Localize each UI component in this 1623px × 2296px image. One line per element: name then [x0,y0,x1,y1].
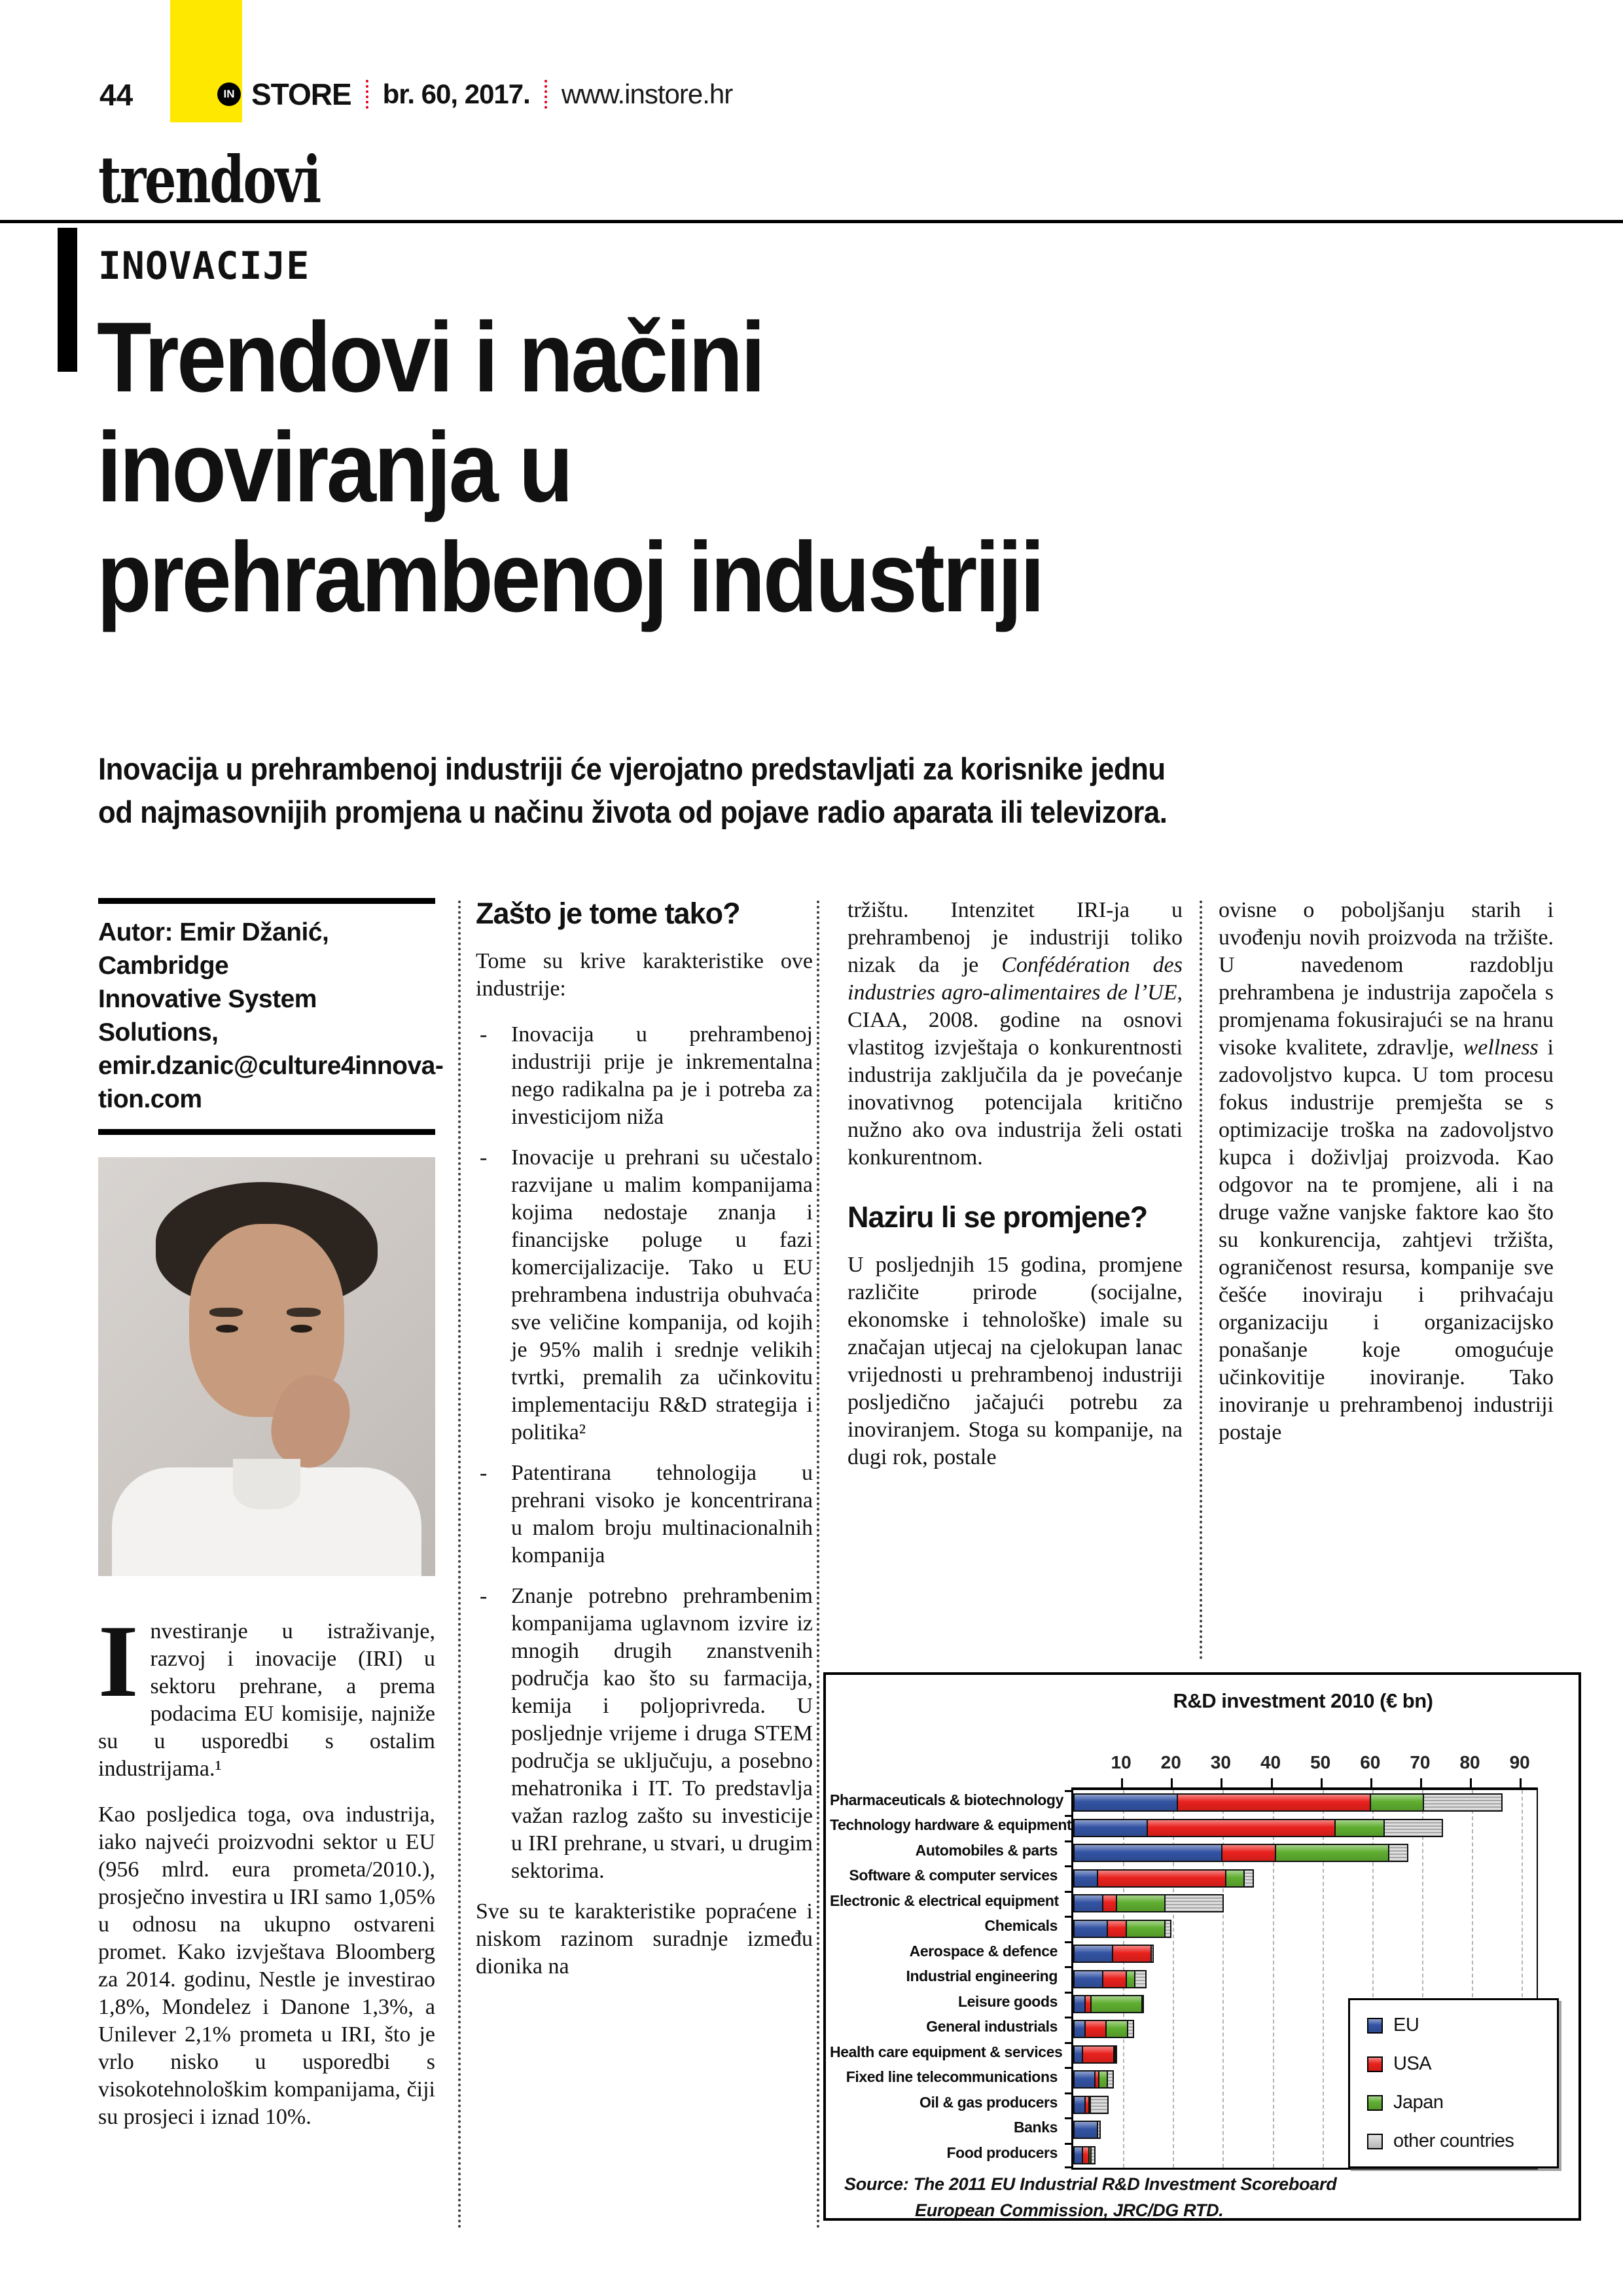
bar-segment-eu [1073,1869,1098,1888]
author-line: Autor: Emir Džanić, Cambridge [98,918,329,980]
chart-bar [1073,1920,1537,1938]
chart-category-label: Technology hardware & equipment [830,1816,1072,1834]
axis-tick-label: 70 [1410,1752,1431,1772]
axis-tick-mark [1065,1865,1071,1867]
axis-tick-mark [1065,1891,1071,1893]
bar-segment-usa [1102,1894,1117,1912]
column-4-text [1219,897,1554,1446]
chart-source-line: European Commission, JRC/DG RTD. [915,2200,1224,2220]
bar-segment-other-countries [1164,1920,1171,1938]
bar-segment-japan [1090,1995,1143,2013]
bar-segment-eu [1073,1970,1103,1988]
bar-segment-japan [1225,1869,1245,1888]
axis-tick-mark [1065,1840,1071,1842]
author-line: tion.com [98,1085,202,1113]
instore-logo-icon: IN [217,82,241,106]
kicker-bar [58,228,77,372]
legend-label: EU [1393,2015,1419,2036]
chart-title: R&D investment 2010 (€ bn) [1173,1689,1433,1712]
bar-segment-japan [1126,1920,1166,1938]
paragraph: Kao posljedica toga, ova industrija, iako najveći proizvodni sektor u EU (956 mlrd. eura prometa/2010.), prosječno investira u IRI samo 1,05% u odnosu na ukupno ostvareni promet. Kako izvještava Bloomberg za 2014. godinu, Nestle je investirao 1,8%, Mondelez i Danone 1,3%, a Unilever 2,1% prometa u IRI, što je vrlo nisko u usporedbi s visokotehnološkim kompanijama, čiji su prosjeci i iznad 10%. [98,1803,435,2129]
kicker-label: INOVACIJE [98,243,310,288]
axis-tick-mark [1065,1916,1071,1918]
axis-tick-mark [1420,1778,1422,1787]
axis-tick-label: 10 [1111,1752,1132,1772]
author-box [98,898,444,1135]
column-2-text [476,897,813,1981]
article-body [0,897,1623,2271]
axis-tick-label: 80 [1459,1752,1480,1772]
bar-segment-other-countries [1107,2070,1114,2089]
axis-tick-mark [1065,2117,1071,2119]
axis-tick-mark [1065,1790,1071,1792]
bar-segment-other-countries [1243,1869,1253,1888]
bar-segment-eu [1073,2121,1098,2139]
column-heading: Zašto je tome tako? [476,897,740,930]
bar-segment-eu [1073,1819,1148,1837]
bar-segment-usa [1147,1819,1336,1837]
website-url: www.instore.hr [561,79,733,109]
column-3-text [847,897,1183,1471]
bar-segment-usa [1112,1945,1152,1963]
bar-segment-other-countries [1090,2146,1096,2164]
legend-entry [1367,2130,1540,2152]
axis-tick-label: 30 [1210,1752,1231,1772]
chart-bar [1073,1945,1537,1963]
bullet-item: - Znanje potrebno prehrambenim kompanijama uglavnom izvire iz mnogih drugih znanstvenih područja kao što su farmacija, kemija i poljoprivreda. U posljednje vrijeme i druga STEM područja se uključuju, a posebno mehatronika i IT. To predstavlja važan razlog zašto su investicije u IRI prehrane, u stvari, u drugim sektorima. [476,1583,813,1885]
axis-tick-label: 40 [1260,1752,1281,1772]
axis-tick-mark [1065,2166,1071,2168]
chart-category-label: General industrials [926,2018,1058,2036]
bar-segment-eu [1073,1844,1222,1862]
chart-axis-ticks [1071,1735,1535,1787]
legend-entry [1367,2053,1540,2075]
article-title-line: Trendovi i načini [97,302,764,413]
axis-tick-mark [1221,1778,1222,1787]
bar-segment-other-countries [1134,1970,1147,1988]
photo-detail [291,1325,312,1333]
bar-segment-usa [1102,1970,1127,1988]
axis-tick-mark [1065,2067,1071,2069]
legend-label: other countries [1393,2130,1514,2151]
paragraph: Sve su te karakteristike popraćene i niskom razinom suradnje između dionika na [476,1899,813,1979]
legend-entry [1367,2015,1540,2036]
legend-label: Japan [1393,2092,1444,2113]
page-number: 44 [99,78,134,112]
column-separator [458,901,461,2229]
column-4 [1219,897,1554,1465]
legend-swatch [1367,2056,1383,2072]
bar-segment-usa [1097,1869,1226,1888]
bar-segment-other-countries [1150,1945,1154,1963]
paragraph: Tome su krive karakteristike ove industrije: [476,949,813,1001]
axis-tick-mark [1065,2017,1071,2018]
paragraph: tržištu. Intenzitet IRI-ja u prehrambenoj je industriji toliko nizak da je Confédération des industries agro-alimentaires de l’UE, CIAA, 2008. godine na osnovi vlastitog izvještaja o konkurentnosti industrija zaključila da je povećanje inovativnog potencijala kritično nužno ako ova industrija želi ostati konkurentnom. [847,898,1183,1170]
axis-tick-label: 20 [1160,1752,1181,1772]
axis-tick-mark [1065,1815,1071,1817]
chart-bar [1073,1844,1537,1862]
chart-bar [1073,1970,1537,1988]
article-title-line: prehrambenoj industriji [97,522,1043,633]
chart-category-labels [830,1787,1072,2165]
axis-tick-mark [1470,1778,1472,1787]
chart-category-label: Oil & gas producers [919,2093,1058,2111]
axis-tick-label: 50 [1310,1752,1331,1772]
chart-category-label: Software & computer services [849,1867,1058,1884]
axis-tick-mark [1065,2143,1071,2145]
author-photo [98,1157,435,1576]
section-divider-rule [0,220,1623,223]
column-separator [817,901,819,2229]
axis-tick-label: 60 [1360,1752,1381,1772]
bar-segment-other-countries [1097,2121,1101,2139]
author-line: Innovative System Solutions, [98,985,317,1047]
axis-tick-mark [1121,1778,1123,1787]
bar-segment-other-countries [1090,2096,1109,2114]
bar-segment-other-countries [1383,1819,1443,1837]
axis-tick-mark [1065,2042,1071,2044]
chart-source [844,2171,1336,2223]
bullet-item: - Inovacija u prehrambenoj industriji prije je inkrementalna nego radikalna pa je i potreba za investicijom niža [476,1021,813,1131]
article-title-line: inoviranja u [97,412,571,523]
chart-category-label: Chemicals [984,1917,1058,1935]
photo-detail [287,1308,321,1317]
bar-segment-japan [1275,1844,1389,1862]
axis-tick-mark [1321,1778,1323,1787]
chart-category-label: Food producers [946,2144,1058,2161]
bar-segment-other-countries [1423,1793,1503,1812]
legend-swatch [1367,2095,1383,2111]
bar-segment-other-countries [1164,1894,1224,1912]
column-2 [476,897,813,1999]
paragraph: Investiranje u istraživanje, razvoj i inovacije (IRI) u sektoru prehrane, a prema podacima EU komisije, najniže su u usporedbi s ostalim industrijama.¹ [98,1604,435,1781]
paragraph: ovisne o poboljšanju starih i uvođenju novih proizvoda na tržište. U navedenom razdoblju prehrambena je industrija započela s promjenama fokusirajući se na hranu visoke kvalitete, zdravlje, wellness i zadovoljstvo kupca. U tom procesu fokus industrije premješta se s optimizacije troška na zadovoljstvo kupca i doživljaj proizvoda. Kao odgovor na te promjene, ali i na druge važne vanjske faktore kao što su konkurencija, zahtjevi tržišta, ograničenost resursa, kompanije sve češće inoviraju i prihvaćaju organizaciju i organizacijsko ponašanje koje omogućuje učinkovitije inoviranje. Tako inoviranje u prehrambenoj industriji postaje [1219,898,1554,1444]
bar-segment-usa [1177,1793,1371,1812]
author-line: emir.dzanic@culture4innova- [98,1052,444,1080]
chart-bar [1073,1869,1537,1888]
bar-segment-usa [1221,1844,1276,1862]
axis-tick-mark [1065,1941,1071,1943]
bar-segment-other-countries [1115,2045,1117,2064]
chart-category-label: Industrial engineering [906,1967,1058,1985]
paragraph: U posljednjih 15 godina, promjene različite prirode (socijalne, ekonomske i tehnološke) imale su značajan utjecaj na cjelokupan lanac vrijednosti u prehrambenoj industriji posljedično jačajući potrebu za inoviranjem. Stoga su kompanije, na dugi rok, postale [847,1253,1183,1469]
bar-segment-usa [1107,1920,1126,1938]
article-deck [98,747,1590,834]
drop-cap: I [98,1604,139,1719]
bar-segment-eu [1073,1894,1103,1912]
chart-category-label: Health care equipment & services [830,2043,1063,2060]
bar-segment-other-countries [1127,2020,1134,2038]
brand-name: STORE [251,77,351,111]
photo-detail [216,1325,238,1333]
column-1-text [98,1604,435,2131]
header-dotted-separator [544,80,547,109]
bar-segment-japan [1116,1894,1166,1912]
bar-segment-other-countries [1388,1844,1408,1862]
chart-category-label: Pharmaceuticals & biotechnology [830,1791,1063,1808]
deck-line: od najmasovnijih promjena u načinu života od pojave radio aparata ili televizora. [98,795,1168,829]
photo-detail [209,1308,243,1317]
chart-legend [1348,1998,1559,2168]
deck-line: Inovacija u prehrambenoj industriji će vjerojatno predstavljati za korisnike jednu [98,751,1166,786]
chart-category-label: Automobiles & parts [915,1841,1058,1859]
chart-bar [1073,1793,1537,1812]
axis-tick-mark [1370,1778,1372,1787]
section-title: trendovi [98,143,320,218]
chart-category-label: Electronic & electrical equipment [830,1892,1059,1909]
issue-number: br. 60, 2017. [382,79,530,109]
axis-tick-mark [1065,1966,1071,1968]
axis-tick-mark [1271,1778,1273,1787]
bar-segment-japan [1334,1819,1384,1837]
column-3 [847,897,1183,1490]
chart-category-label: Banks [1013,2119,1058,2136]
bar-segment-japan [1105,2020,1128,2038]
header-dotted-separator [366,80,368,109]
axis-tick-mark [1065,1992,1071,1994]
photo-detail [233,1459,300,1509]
bar-segment-eu [1073,1793,1178,1812]
chart-bar [1073,1819,1537,1837]
bar-segment-japan [1370,1793,1425,1812]
bar-segment-usa [1082,2045,1114,2064]
legend-label: USA [1393,2053,1432,2074]
bullet-item: - Patentirana tehnologija u prehrani visoko je koncentrirana u malom broju multinacionalnih kompanija [476,1460,813,1570]
masthead [217,77,732,111]
axis-tick-mark [1520,1778,1522,1787]
chart-bar [1073,1894,1537,1912]
column-heading: Naziru li se promjene? [847,1200,1148,1234]
bar-segment-eu [1073,1945,1113,1963]
legend-swatch [1367,2018,1383,2034]
article-title [97,302,1589,632]
axis-tick-mark [1171,1778,1173,1787]
axis-tick-mark [1065,2092,1071,2094]
legend-swatch [1367,2134,1383,2149]
bar-segment-eu [1073,1920,1108,1938]
axis-tick-label: 90 [1509,1752,1530,1772]
bar-segment-other-countries [1141,1995,1144,2013]
rd-investment-chart [823,1672,1581,2221]
chart-category-label: Aerospace & defence [909,1942,1058,1960]
column-1 [98,897,444,2149]
chart-category-label: Fixed line telecommunications [846,2068,1058,2086]
bullet-item: - Inovacije u prehrani su učestalo razvijane u malim kompanijama kojima nedostaje znanja i financijske poluge u fazi komercijalizacije. Tako u EU prehrambena industrija obuhvaća sve veličine kompanija, od kojih je 95% malih i srednje velikih tvrtki, premalih za učinkovitu implementaciju R&D strategija i politika² [476,1144,813,1446]
legend-entry [1367,2092,1540,2113]
bar-segment-usa [1084,2020,1107,2038]
chart-category-label: Leisure goods [958,1992,1058,2010]
chart-source-line: Source: The 2011 EU Industrial R&D Investment Scoreboard [844,2174,1337,2194]
column-separator [1200,901,1202,1660]
bar-segment-eu [1073,2070,1096,2089]
